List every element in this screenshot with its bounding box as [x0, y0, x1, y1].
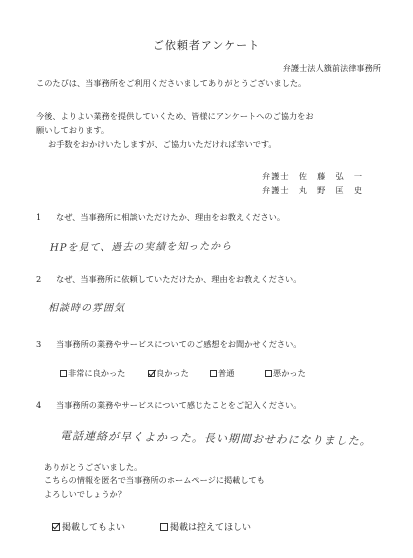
publish-request-line1: こちらの情報を匿名で当事務所のホームページに掲載しても: [44, 475, 265, 485]
question-3-number: 3: [36, 339, 42, 349]
option-label: 普通: [218, 368, 235, 378]
request-text-line2: 願いしております。: [36, 125, 110, 135]
checkbox-checked[interactable]: [148, 370, 155, 377]
page-title: ご依頼者アンケート: [152, 39, 261, 52]
question-1-number: 1: [36, 212, 42, 222]
option-label: 良かった: [156, 368, 189, 378]
publish-ok-option[interactable]: [52, 520, 125, 533]
question-4-number: 4: [36, 400, 42, 410]
question-2-number: 2: [36, 274, 42, 284]
checkbox[interactable]: [265, 370, 272, 377]
option-bad[interactable]: [265, 368, 306, 379]
option-average[interactable]: [210, 368, 234, 379]
signature-lawyer-2: 弁護士 丸 野 匡 史: [262, 185, 364, 195]
signature-lawyer-1: 弁護士 佐 藤 弘 一: [262, 171, 364, 181]
option-good[interactable]: [148, 368, 189, 379]
question-3-text: 当事務所の業務やサービスについてのご感想をお聞かせください。: [56, 339, 302, 349]
option-label: 非常に良かった: [68, 368, 126, 378]
firm-name: 弁護士法人籏前法律事務所: [282, 63, 381, 73]
question-4-handwritten-answer: 電話連絡が早くよかった。長い期間おせわになりました。: [59, 429, 372, 448]
request-text-line3: お手数をおかけいたしますが、ご協力いただければ幸いです。: [48, 139, 277, 149]
thanks-text: ありがとうございました。: [44, 462, 143, 472]
request-text-line1: 今後、よりよい業務を提供していくため、皆様にアンケートへのご協力をお: [36, 111, 314, 121]
question-2-handwritten-answer: 相談時の雰囲気: [48, 303, 125, 314]
intro-text: このたびは、当事務所をご利用くださいましてありがとうございました。: [36, 78, 307, 88]
option-very-good[interactable]: [60, 368, 125, 379]
question-1-handwritten-answer: HPを見て、過去の実績を知ったから: [49, 241, 233, 254]
option-label: 掲載は控えてほしい: [170, 523, 252, 533]
checkbox-checked[interactable]: [52, 523, 60, 531]
publish-decline-option[interactable]: [160, 520, 251, 533]
publish-request-line2: よろしいでしょうか？: [44, 489, 126, 499]
option-label: 掲載してもよい: [62, 523, 126, 533]
checkbox[interactable]: [60, 370, 67, 377]
checkbox[interactable]: [210, 370, 217, 377]
question-1-text: なぜ、当事務所に相談いただけたか、理由をお教えください。: [56, 212, 286, 222]
question-2-text: なぜ、当事務所に依頼していただけたか、理由をお教えください。: [56, 274, 302, 284]
option-label: 悪かった: [273, 368, 306, 378]
checkbox[interactable]: [160, 523, 168, 531]
question-4-text: 当事務所の業務やサービスについて感じたことをご記入ください。: [56, 400, 302, 410]
